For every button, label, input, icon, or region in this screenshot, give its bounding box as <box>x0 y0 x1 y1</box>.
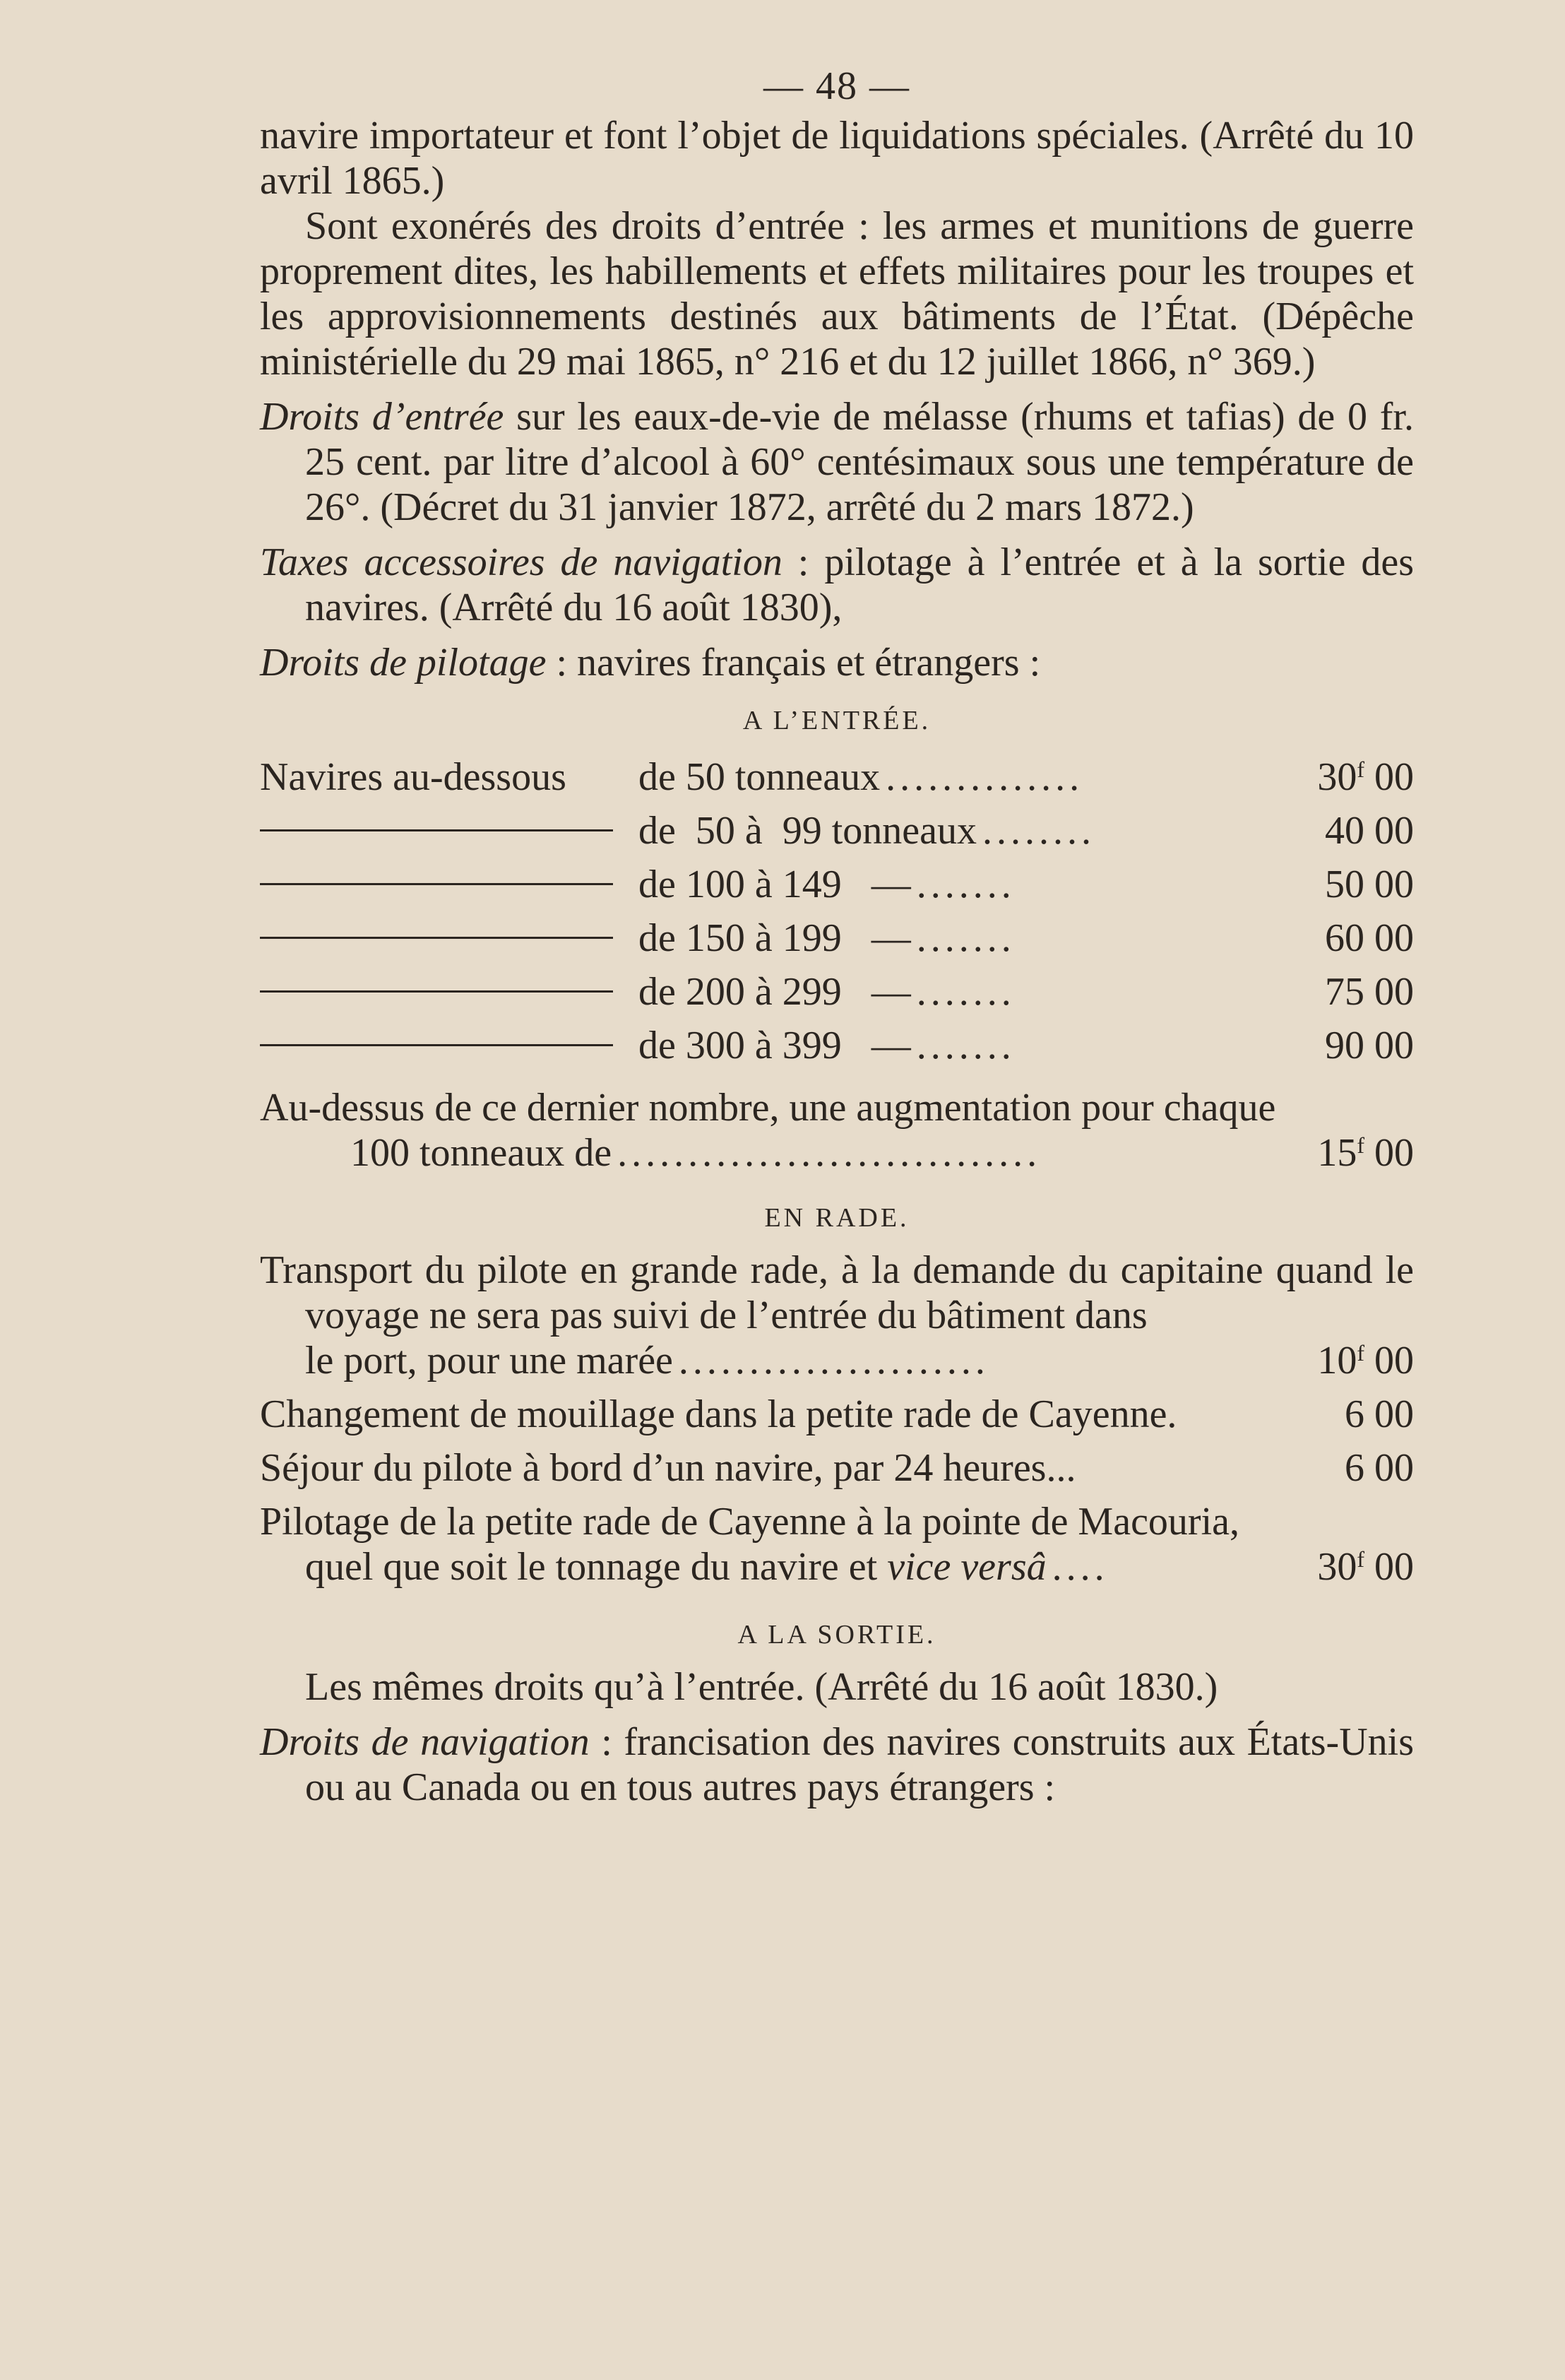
amount: 6 00 <box>1345 1446 1414 1490</box>
ditto-rule <box>260 804 638 858</box>
rade-item-changement: Changement de mouillage dans la petite rade de Cayenne. 6 00 <box>260 1392 1414 1436</box>
tonnage-range: de 50 tonneaux <box>638 755 881 799</box>
leader-dots: ....... <box>916 970 1016 1014</box>
table-row <box>260 750 1414 804</box>
italic-term: vice versâ <box>887 1545 1047 1589</box>
paragraph-taxes-navigation <box>260 540 1414 630</box>
leader-dots: ....... <box>916 916 1016 960</box>
amount: 10$^f$ 00 <box>1317 1339 1414 1383</box>
paragraph-text: : francisation des navires construits aux États-Unis ou au Canada ou en tous autres pays étrangers : <box>305 1720 1414 1809</box>
amount: 6 00 <box>1345 1392 1414 1436</box>
table-row <box>260 858 1414 911</box>
augmentation-line-2: 100 tonneaux de .............................. 15$^f$ 00 <box>350 1131 1414 1175</box>
paragraph-text: : pilotage à l’entrée et à la sortie des navires. (Arrêté du 16 août 1830), <box>305 540 1414 629</box>
table-row <box>260 1019 1414 1072</box>
paragraph-droits-navigation <box>260 1719 1414 1810</box>
table-row <box>260 804 1414 858</box>
amount: 50 00 <box>1325 863 1414 906</box>
tonnage-range: de 300 à 399 — <box>638 1024 911 1067</box>
paragraph-droits-pilotage <box>260 640 1414 685</box>
rade-item-pilotage <box>260 1499 1414 1589</box>
table-row <box>260 965 1414 1019</box>
italic-term: Droits d’entrée <box>260 395 504 439</box>
amount: 15$^f$ 00 <box>1317 1131 1414 1175</box>
item-text: Pilotage de la petite rade de Cayenne à la pointe de Macouria, <box>260 1500 1239 1544</box>
italic-term: Taxes accessoires de navigation <box>260 540 782 584</box>
italic-term: Droits de pilotage <box>260 641 547 685</box>
tonnage-range: de 100 à 149 — <box>638 863 911 906</box>
leader-dots: ...................... <box>678 1339 989 1383</box>
augmentation-line-1: Au-dessus de ce dernier nombre, une augmentation pour chaque <box>260 1086 1276 1130</box>
amount: 60 00 <box>1325 916 1414 960</box>
item-text: Transport du pilote en grande rade, à la demande du capitaine quand le voyage ne sera pas suivi de l’entrée du bâtiment dans <box>260 1248 1414 1337</box>
amount: 40 00 <box>1325 809 1414 853</box>
item-last-line: quel que soit le tonnage du navire et vice versâ .... 30$^f$ 00 <box>305 1545 1414 1589</box>
heading-sortie: A LA SORTIE. <box>737 1620 936 1650</box>
heading-entree: A L’ENTRÉE. <box>742 706 932 735</box>
page-content <box>260 64 1414 1810</box>
tonnage-range: de 50 à 99 tonneaux <box>638 809 977 853</box>
augmentation-item <box>260 1085 1414 1176</box>
leader-dots: ....... <box>916 863 1016 906</box>
leader-dots: ........ <box>982 809 1095 853</box>
ditto-rule <box>260 965 638 1019</box>
rade-item-sejour: Séjour du pilote à bord d’un navire, par 24 heures... 6 00 <box>260 1446 1414 1490</box>
ditto-rule <box>260 1019 638 1072</box>
ditto-rule <box>260 911 638 965</box>
tonnage-range: de 150 à 199 — <box>638 916 911 960</box>
leader-dots: .............................. <box>617 1131 1042 1175</box>
amount: 75 00 <box>1325 970 1414 1014</box>
paragraph-sortie: Les mêmes droits qu’à l’entrée. (Arrêté du 16 août 1830.) <box>305 1665 1218 1709</box>
leader-dots: .... <box>1052 1545 1109 1589</box>
paragraph-1: navire importateur et font l’objet de liquidations spéciales. (Arrêté du 10 avril 1865.) <box>260 114 1414 203</box>
row-label: Navires au-dessous <box>260 755 566 799</box>
page-number: — 48 — <box>763 64 910 108</box>
item-last-line: le port, pour une marée ...................... 10$^f$ 00 <box>305 1339 1414 1383</box>
ditto-rule <box>260 858 638 911</box>
heading-rade: EN RADE. <box>764 1203 910 1233</box>
paragraph-exonerations: Sont exonérés des droits d’entrée : les armes et munitions de guerre proprement dites, les habillements et effets militaires pour les troupes et les approvisionnements destinés aux bâtiments de l’État. (Dépêche ministérielle du 29 mai 1865, n° 216 et du 12 juillet 1866, n° 369.) <box>260 204 1414 384</box>
amount: 30$^f$ 00 <box>1317 1545 1414 1589</box>
italic-term: Droits de navigation <box>260 1720 590 1764</box>
paragraph-text: : navires français et étrangers : <box>546 641 1041 685</box>
paragraph-text: sur les eaux-de-vie de mélasse (rhums et tafias) de 0 fr. 25 cent. par litre d’alcool à 60° centésimaux sous une température de 26°. (Décret du 31 janvier 1872, arrêté du 2 mars 1872.) <box>305 395 1414 529</box>
rade-item-transport <box>260 1248 1414 1383</box>
amount: 90 00 <box>1325 1024 1414 1067</box>
tonnage-range: de 200 à 299 — <box>638 970 911 1014</box>
table-row <box>260 911 1414 965</box>
leader-dots: .............. <box>886 755 1084 799</box>
amount: 30$^f$ 00 <box>1317 755 1414 799</box>
leader-dots: ....... <box>916 1024 1016 1067</box>
tonnage-table <box>260 750 1414 1072</box>
paragraph-droits-entree <box>260 394 1414 530</box>
